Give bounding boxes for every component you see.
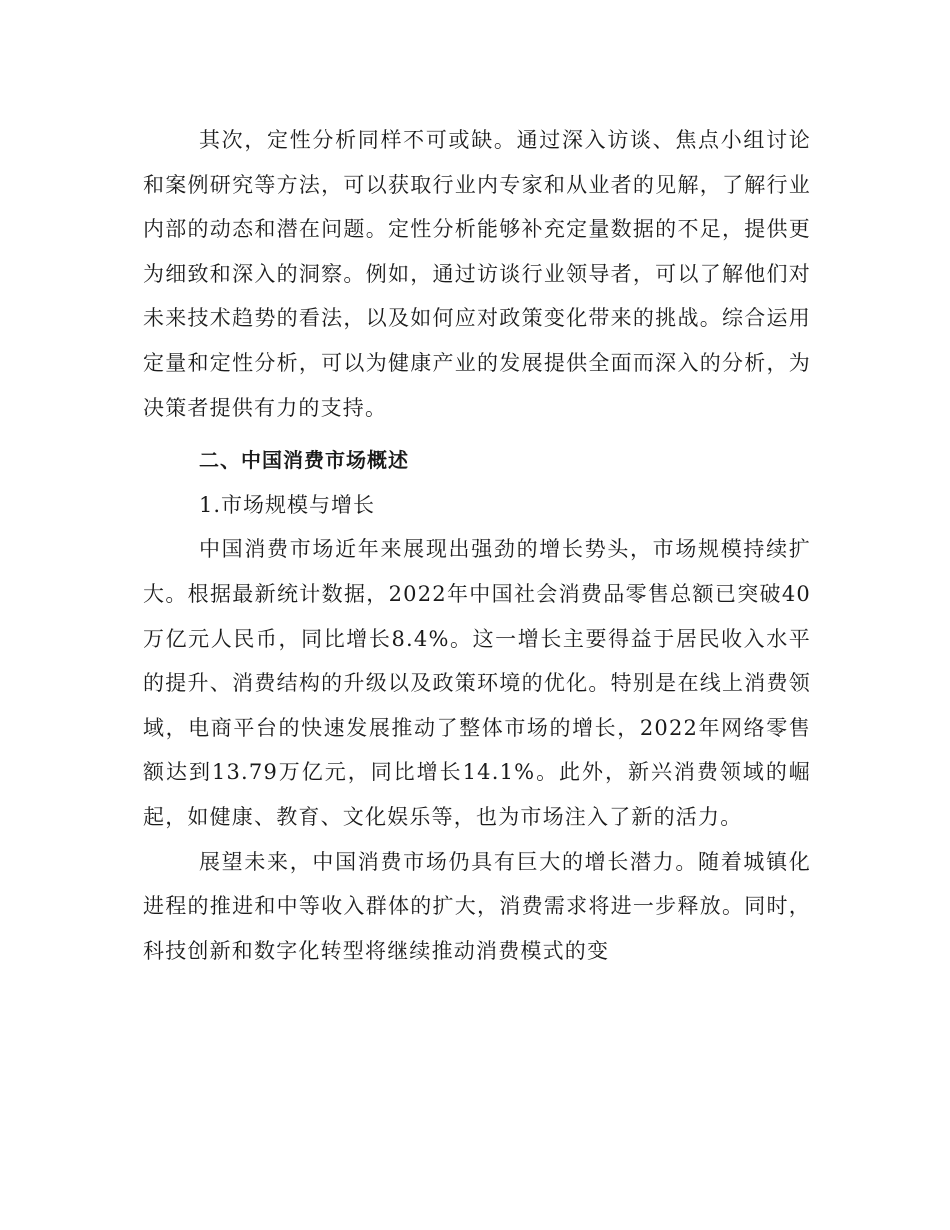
section-heading: 二、中国消费市场概述 [199, 448, 409, 473]
paragraph-outlook: 展望未来，中国消费市场仍具有巨大的增长潜力。随着城镇化进程的推进和中等收入群体的扩大，消费需求将进一步释放。同时，科技创新和数字化转型将继续推动消费模式的变 [143, 849, 811, 963]
paragraph-qualitative-analysis: 其次，定性分析同样不可或缺。通过深入访谈、焦点小组讨论和案例研究等方法，可以获取行业内专家和从业者的见解，了解行业内部的动态和潜在问题。定性分析能够补充定量数据的不足，提供更为细致和深入的洞察。例如，通过访谈行业领导者，可以了解他们对未来技术趋势的看法，以及如何应对政策变化带来的挑战。综合运用定量和定性分析，可以为健康产业的发展提供全面而深入的分析，为决策者提供有力的支持。 [143, 128, 811, 420]
spacer [143, 430, 811, 438]
subsection-heading: 1.市场规模与增长 [199, 492, 376, 517]
document-page [143, 118, 811, 973]
paragraph-market-scale: 中国消费市场近年来展现出强劲的增长势头，市场规模持续扩大。根据最新统计数据，2022年中国社会消费品零售总额已突破40万亿元人民币，同比增长8.4%。这一增长主要得益于居民收入水平的提升、消费结构的升级以及政策环境的优化。特别是在线上消费领域，电商平台的快速发展推动了整体市场的增长，2022年网络零售额达到13.79万亿元，同比增长14.1%。此外，新兴消费领域的崛起，如健康、教育、文化娱乐等，也为市场注入了新的活力。 [143, 537, 811, 829]
